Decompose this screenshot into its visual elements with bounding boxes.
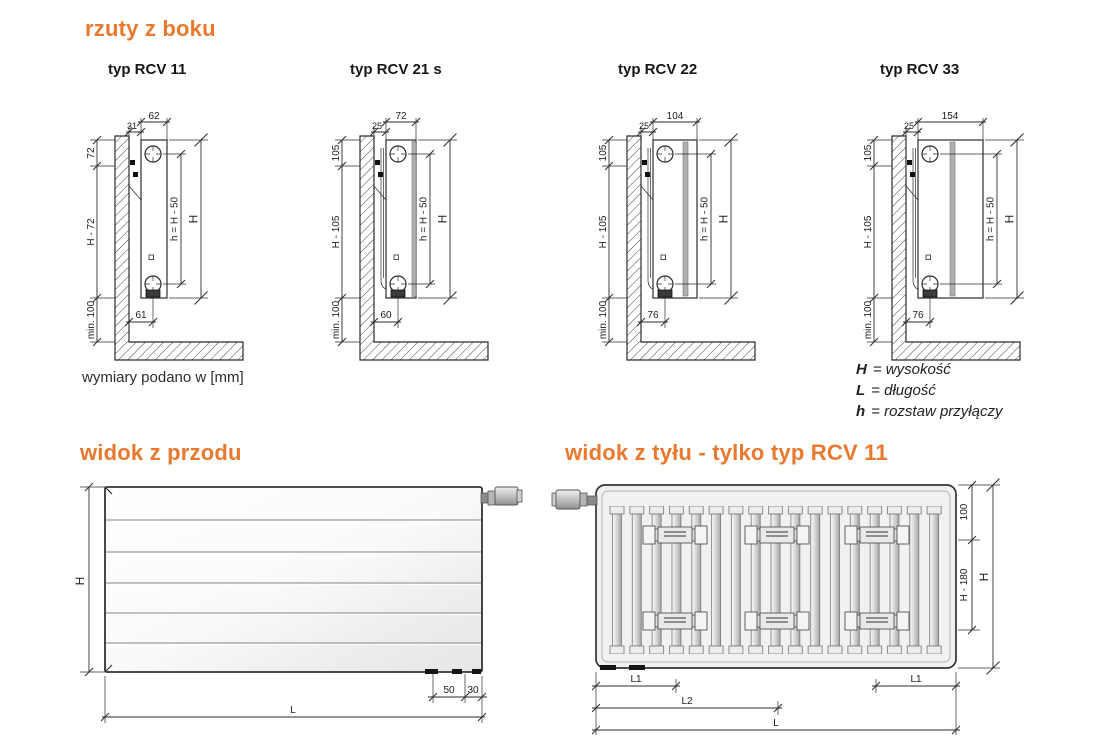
dim-height: H bbox=[1002, 214, 1017, 224]
dim-wall-offset: 25 bbox=[371, 121, 383, 131]
dim-wall-offset: 25 bbox=[638, 121, 650, 131]
panel-edge-strip bbox=[683, 142, 688, 296]
dim-upper: 72 bbox=[86, 147, 97, 159]
dim-rear-length: L bbox=[773, 718, 779, 729]
dim-min-clearance: min. 100 bbox=[331, 300, 342, 340]
dim-foot-inset: 50 bbox=[443, 685, 455, 696]
dim-middle: H - 105 bbox=[863, 215, 874, 249]
dim-rear-top-margin: 100 bbox=[959, 503, 970, 521]
mounting-bracket bbox=[643, 526, 707, 544]
radiator-panel bbox=[653, 140, 697, 298]
dim-pipe-spacing: h = H - 50 bbox=[985, 196, 997, 242]
radiator-panel bbox=[386, 140, 416, 298]
side-view-rcv11 bbox=[86, 111, 243, 360]
dim-upper: 105 bbox=[598, 144, 609, 162]
legend-symbol: h bbox=[856, 403, 866, 420]
dim-top-width: 72 bbox=[395, 111, 407, 122]
dim-top-width: 154 bbox=[941, 111, 959, 122]
dim-min-clearance: min. 100 bbox=[863, 300, 874, 340]
dim-front-height: H bbox=[73, 576, 87, 586]
thermostat-valve bbox=[481, 487, 522, 505]
legend-definition: = długość bbox=[871, 382, 936, 399]
diagram-heading-rcv33: typ RCV 33 bbox=[880, 61, 960, 78]
mounting-bracket bbox=[745, 612, 809, 630]
dim-height: H bbox=[186, 214, 201, 224]
side-view-rcv21s bbox=[331, 111, 488, 360]
rear-view-title: widok z tyłu - tylko typ RCV 11 bbox=[565, 440, 888, 465]
dim-pipe-spacing: h = H - 50 bbox=[418, 196, 430, 242]
foot-pad bbox=[629, 665, 645, 670]
dim-upper: 105 bbox=[863, 144, 874, 162]
dim-bottom-offset: 76 bbox=[647, 310, 659, 321]
dim-l2: L2 bbox=[681, 696, 693, 707]
dim-middle: H - 105 bbox=[598, 215, 609, 249]
legend-definition: = rozstaw przyłączy bbox=[871, 403, 1003, 420]
dim-middle: H - 72 bbox=[86, 218, 97, 246]
diagram-heading-rcv22: typ RCV 22 bbox=[618, 61, 698, 78]
wall-floor-section bbox=[115, 136, 243, 360]
dim-middle: H - 105 bbox=[331, 215, 342, 249]
dim-pipe-spacing: h = H - 50 bbox=[699, 196, 711, 242]
mounting-bracket bbox=[845, 526, 909, 544]
corner-foot bbox=[472, 669, 481, 674]
thermostat-valve-rear bbox=[552, 490, 597, 509]
dim-wall-offset: 25 bbox=[903, 121, 915, 131]
rear-view-drawing bbox=[552, 479, 1000, 736]
dim-rear-bracket-span: H - 180 bbox=[959, 568, 970, 602]
dim-height: H bbox=[716, 214, 731, 224]
dim-l1-right: L1 bbox=[910, 674, 922, 685]
legend-definition: = wysokość bbox=[872, 361, 951, 378]
radiator-panel bbox=[141, 140, 167, 298]
panel-edge-strip bbox=[412, 142, 416, 297]
side-view-rcv33 bbox=[863, 111, 1024, 360]
legend-symbol: L bbox=[856, 382, 866, 399]
mounting-bracket bbox=[643, 612, 707, 630]
dim-upper: 105 bbox=[331, 144, 342, 162]
dim-bottom-offset: 60 bbox=[380, 310, 392, 321]
dim-bottom-offset: 76 bbox=[912, 310, 924, 321]
foot-pad bbox=[452, 669, 462, 674]
diagram-heading-rcv11: typ RCV 11 bbox=[108, 61, 187, 78]
mounting-bracket bbox=[845, 612, 909, 630]
front-view-drawing bbox=[73, 483, 522, 723]
diagram-heading-rcv21s: typ RCV 21 s bbox=[350, 61, 442, 78]
wall-floor-section bbox=[360, 136, 488, 360]
dim-front-length: L bbox=[290, 705, 296, 716]
units-note: wymiary podano w [mm] bbox=[82, 369, 244, 386]
dim-l1-left: L1 bbox=[630, 674, 642, 685]
dim-height: H bbox=[435, 214, 450, 224]
dim-rear-height: H bbox=[977, 572, 991, 582]
dim-bottom-offset: 61 bbox=[135, 310, 147, 321]
foot-pad bbox=[600, 665, 616, 670]
dim-min-clearance: min. 100 bbox=[86, 300, 97, 340]
side-views-title: rzuty z boku bbox=[85, 16, 216, 41]
foot-pad bbox=[425, 669, 438, 674]
dim-pipe-spacing: h = H - 50 bbox=[169, 196, 181, 242]
side-view-rcv22 bbox=[598, 111, 755, 360]
front-view-title: widok z przodu bbox=[80, 440, 242, 465]
mounting-bracket bbox=[745, 526, 809, 544]
dim-top-width: 62 bbox=[148, 111, 160, 122]
dim-min-clearance: min. 100 bbox=[598, 300, 609, 340]
dim-wall-offset: 31 bbox=[126, 121, 138, 131]
dim-top-width: 104 bbox=[666, 111, 684, 122]
legend-symbol: H bbox=[856, 361, 867, 378]
panel-edge-strip bbox=[950, 142, 955, 296]
dim-foot-width: 30 bbox=[467, 685, 479, 696]
